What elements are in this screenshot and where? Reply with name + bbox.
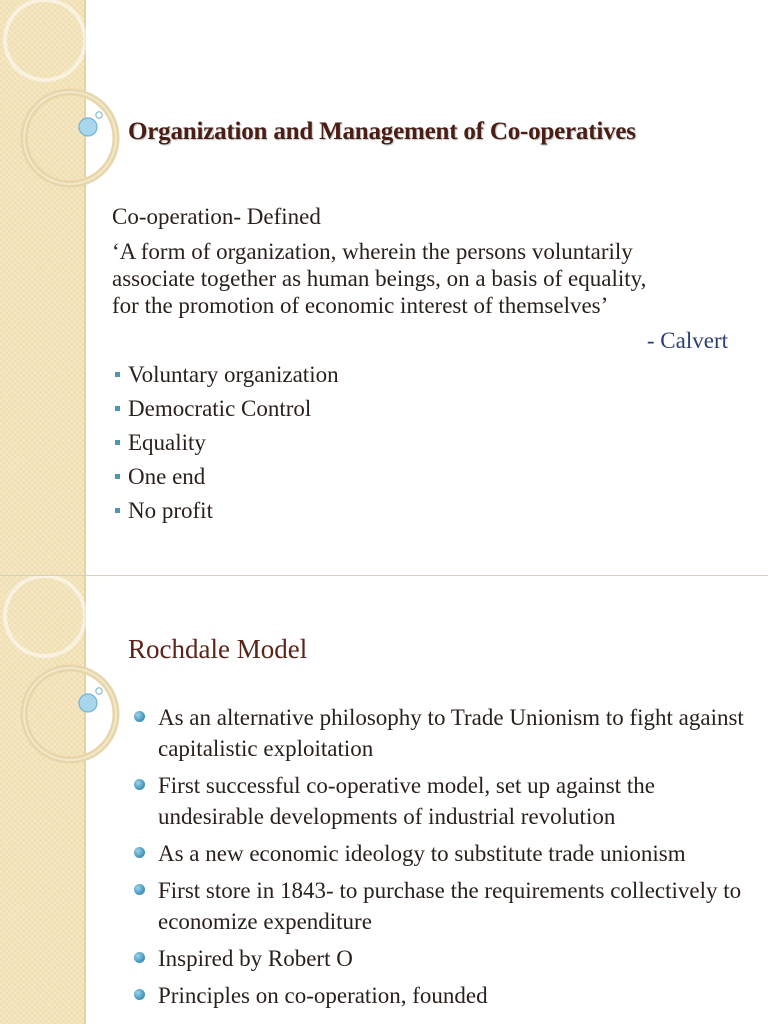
definition-heading: Co-operation- Defined <box>112 204 321 229</box>
quote-line: for the promotion of economic interest of themselves’ <box>112 293 609 318</box>
square-bullet-icon <box>115 474 120 479</box>
list-item-text: First store in 1843- to purchase the requirements collectively to economize expenditure <box>158 878 742 934</box>
slide-2 <box>0 576 768 1024</box>
quote-attribution: - Calvert <box>646 328 728 353</box>
definition-quote <box>112 238 742 319</box>
list-item <box>134 838 744 869</box>
blue-sphere-icon <box>79 694 97 712</box>
square-bullet-icon <box>115 372 120 377</box>
feature-list <box>112 362 339 532</box>
list-item-text: Equality <box>128 430 206 455</box>
slide-heading: Rochdale Model <box>128 634 308 664</box>
list-item <box>112 396 339 430</box>
list-item <box>134 943 744 974</box>
rochdale-points-list <box>134 702 744 1017</box>
list-item-text: As a new economic ideology to substitute trade unionism <box>158 841 686 866</box>
list-item-text: Voluntary organization <box>128 362 339 387</box>
square-bullet-icon <box>115 406 120 411</box>
blue-dot-bullet-icon <box>134 847 145 858</box>
square-bullet-icon <box>115 440 120 445</box>
list-item <box>112 464 339 498</box>
list-item-text: Principles on co-operation, founded <box>158 983 488 1008</box>
quote-line: ‘A form of organization, wherein the persons voluntarily <box>112 239 633 264</box>
list-item <box>112 362 339 396</box>
square-bullet-icon <box>115 508 120 513</box>
list-item <box>112 498 339 532</box>
slide-title: Organization and Management of Co-operatives <box>128 118 636 145</box>
list-item-text: No profit <box>128 498 213 523</box>
list-item-text: Democratic Control <box>128 396 312 421</box>
list-item <box>134 770 744 832</box>
list-item-text: First successful co-operative model, set up against the undesirable developments of industrial revolution <box>158 773 655 829</box>
quote-line: associate together as human beings, on a basis of equality, <box>112 266 647 291</box>
list-item <box>134 875 744 937</box>
blue-dot-bullet-icon <box>134 884 145 895</box>
blue-dot-bullet-icon <box>134 989 145 1000</box>
list-item <box>112 430 339 464</box>
list-item-text: Inspired by Robert O <box>158 946 353 971</box>
list-item-text: One end <box>128 464 206 489</box>
list-item <box>134 702 744 764</box>
blue-dot-bullet-icon <box>134 711 145 722</box>
blue-dot-bullet-icon <box>134 779 145 790</box>
list-item-text: As an alternative philosophy to Trade Unionism to fight against capitalistic exploitation <box>158 705 744 761</box>
blue-dot-bullet-icon <box>134 952 145 963</box>
blue-sphere-icon <box>79 118 97 136</box>
list-item <box>134 980 744 1011</box>
